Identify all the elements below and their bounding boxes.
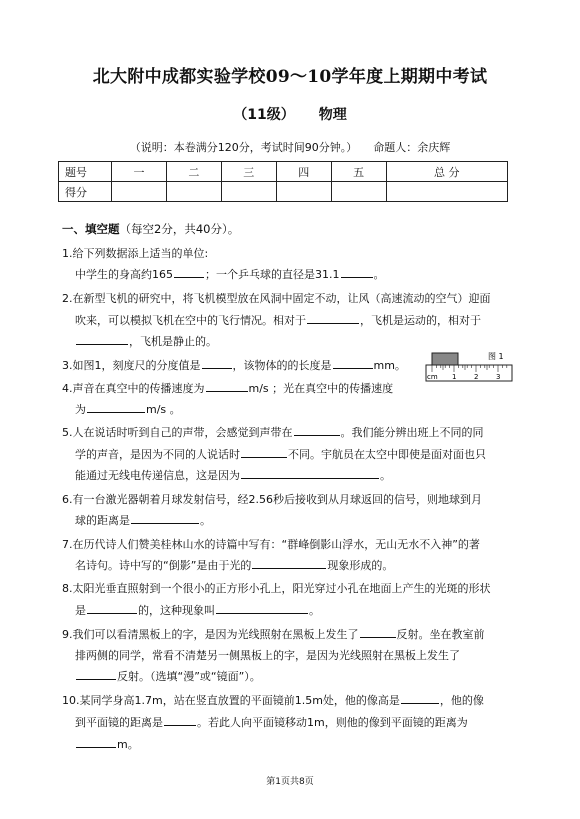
question-10-line	[75, 714, 468, 730]
question-number: 9.	[62, 628, 73, 641]
question-5-line	[75, 446, 486, 462]
page-footer: 第1页共8页	[266, 777, 314, 787]
question-text: 球的距离是	[75, 514, 130, 527]
figure-label: 图 1	[488, 352, 504, 361]
author-label: 命题人：余庆辉	[373, 141, 451, 154]
score-row-label: 得分	[59, 182, 112, 202]
question-5-line	[75, 467, 391, 483]
question-9-line	[75, 668, 261, 684]
question-text: 为	[75, 403, 86, 416]
answer-blank[interactable]	[76, 333, 128, 345]
question-5	[62, 424, 484, 440]
score-cell[interactable]	[276, 182, 331, 202]
section-title: 一、填空题	[62, 222, 120, 236]
answer-blank[interactable]	[76, 736, 116, 748]
answer-blank[interactable]	[333, 357, 373, 369]
score-header-cell: 二	[166, 162, 221, 182]
question-number: 4.	[62, 382, 73, 395]
question-text: 给下列数据添上适当的单位:	[72, 247, 209, 260]
score-header-cell: 三	[221, 162, 276, 182]
question-text: 现象形成的。	[327, 559, 394, 572]
answer-blank[interactable]	[76, 668, 116, 680]
question-text: m/s ；光在真空中的传播速度	[248, 382, 394, 395]
answer-blank[interactable]	[216, 602, 308, 614]
ruler-tick-label: 1	[452, 373, 457, 381]
score-cell[interactable]	[112, 182, 167, 202]
question-1-line	[75, 266, 385, 282]
score-table-row	[59, 182, 508, 202]
question-7	[62, 536, 480, 552]
answer-blank[interactable]	[131, 512, 199, 524]
subject-label: 物理	[318, 107, 347, 123]
question-text: 学的声音，是因为不同的人说话时	[75, 448, 240, 461]
answer-blank[interactable]	[174, 266, 204, 278]
score-table-header-row	[59, 162, 508, 182]
answer-blank[interactable]	[87, 602, 137, 614]
question-7-line	[75, 557, 393, 573]
answer-blank[interactable]	[164, 714, 196, 726]
question-text: ，飞机是运动的，相对于	[360, 314, 481, 327]
score-header-cell: 一	[112, 162, 167, 182]
question-2-line	[75, 333, 217, 349]
question-text: 如图1，刻度尺的分度值是	[72, 359, 201, 372]
score-header-cell: 总 分	[386, 162, 507, 182]
question-number: 10.	[62, 694, 80, 707]
question-text: 反射。坐在教室前	[396, 628, 485, 641]
question-text: 。	[200, 514, 211, 527]
question-text: m。	[117, 738, 139, 751]
answer-blank[interactable]	[341, 266, 373, 278]
question-4-line	[75, 401, 181, 417]
question-3	[62, 357, 406, 373]
ruler-tick-label: 2	[474, 373, 479, 381]
question-text: 人在说话时听到自己的声带，会感觉到声带在	[72, 426, 293, 439]
question-text: 中学生的身高约165	[75, 268, 173, 281]
question-9	[62, 626, 485, 642]
question-text: 。我们能分辨出班上不同的同	[340, 426, 484, 439]
score-header-cell: 题号	[59, 162, 112, 182]
score-cell[interactable]	[166, 182, 221, 202]
score-header-cell: 四	[276, 162, 331, 182]
question-text: 声音在真空中的传播速度为	[72, 382, 205, 395]
question-text: 能通过无线电传递信息，这是因为	[75, 469, 240, 482]
question-text: ，飞机是静止的。	[129, 335, 217, 348]
exam-note	[0, 139, 580, 155]
ruler-figure	[424, 348, 516, 384]
question-text: mm。	[373, 359, 406, 372]
question-8-line	[75, 602, 320, 618]
grade-label: （11级）	[233, 107, 295, 123]
question-2-line	[75, 312, 481, 328]
answer-blank[interactable]	[252, 557, 326, 569]
question-text: 某同学身高1.7m，站在竖直放置的平面镜前1.5m处，他的像高是	[79, 694, 400, 707]
question-text: 有一台激光器朝着月球发射信号，经2.56秒后接收到从月球返回的信号，则地球到月	[72, 493, 482, 506]
note-text: （说明：本卷满分120分，考试时间90分钟。）	[129, 141, 358, 154]
question-text: ，该物体的的长度是	[232, 359, 332, 372]
score-header-cell: 五	[331, 162, 386, 182]
question-number: 6.	[62, 493, 73, 506]
question-number: 2.	[62, 292, 73, 305]
question-text: ；一个乒乓球的直径是31.1	[205, 268, 340, 281]
question-text: 。	[309, 604, 320, 617]
section-rule: （每空2分，共40分）。	[119, 222, 240, 236]
question-text: 太阳光垂直照射到一个很小的正方形小孔上，阳光穿过小孔在地面上产生的光斑的形状	[72, 582, 491, 595]
question-text: 在新型飞机的研究中，将飞机模型放在风洞中固定不动，让风（高速流动的空气）迎面	[72, 292, 491, 305]
question-number: 5.	[62, 426, 73, 439]
question-8	[62, 580, 491, 596]
question-text: 在历代诗人们赞美桂林山水的诗篇中写有：“群峰倒影山浮水，无山无水不入神”的著	[72, 538, 480, 551]
answer-blank[interactable]	[206, 380, 248, 392]
question-text: 。	[373, 268, 385, 281]
section-heading	[62, 221, 239, 237]
question-9-line	[75, 647, 460, 663]
question-10	[62, 692, 484, 708]
exam-subtitle	[0, 104, 580, 124]
answer-blank[interactable]	[241, 467, 379, 479]
question-text: 。若此人向平面镜移动1m，则他的像到平面镜的距离为	[197, 716, 468, 729]
question-6-line	[75, 512, 211, 528]
score-table	[58, 161, 508, 202]
score-cell[interactable]	[331, 182, 386, 202]
question-4	[62, 380, 393, 396]
score-cell[interactable]	[221, 182, 276, 202]
question-text: ，他的像	[439, 694, 484, 707]
question-text: 名诗句。诗中写的“倒影”是由于光的	[75, 559, 252, 572]
question-text: 不同。宇航员在太空中即使是面对面也只	[288, 448, 486, 461]
ruler-illustration	[424, 348, 516, 384]
score-cell[interactable]	[386, 182, 507, 202]
answer-blank[interactable]	[202, 357, 232, 369]
answer-blank[interactable]	[401, 692, 439, 704]
question-2	[62, 290, 491, 306]
question-number: 8.	[62, 582, 73, 595]
question-text: 是	[75, 604, 86, 617]
answer-blank[interactable]	[241, 446, 287, 458]
answer-blank[interactable]	[360, 626, 396, 638]
question-number: 3.	[62, 359, 73, 372]
answer-blank[interactable]	[294, 424, 340, 436]
question-text: 排两侧的同学，常看不清楚另一侧黑板上的字，是因为光线照射在黑板上发生了	[75, 649, 460, 662]
ruler-unit: cm	[427, 373, 438, 381]
question-1	[62, 245, 208, 261]
exam-title: 北大附中成都实验学校09～10学年度上期期中考试	[92, 67, 488, 87]
answer-blank[interactable]	[307, 312, 359, 324]
question-text: 。	[380, 469, 391, 482]
question-text: 反射。（选填“漫”或“镜面”）。	[117, 670, 261, 683]
question-text: m/s 。	[146, 403, 181, 416]
question-6	[62, 491, 482, 507]
question-text: 到平面镜的距离是	[75, 716, 163, 729]
question-10-line	[75, 736, 139, 752]
ruler-tick-label: 3	[496, 373, 501, 381]
question-text: 的，这种现象叫	[138, 604, 215, 617]
question-number: 1.	[62, 247, 73, 260]
question-number: 7.	[62, 538, 73, 551]
answer-blank[interactable]	[87, 401, 145, 413]
question-text: 吹来，可以模拟飞机在空中的飞行情况。相对于	[75, 314, 306, 327]
question-text: 我们可以看清黑板上的字，是因为光线照射在黑板上发生了	[72, 628, 359, 641]
measured-object	[432, 353, 458, 365]
